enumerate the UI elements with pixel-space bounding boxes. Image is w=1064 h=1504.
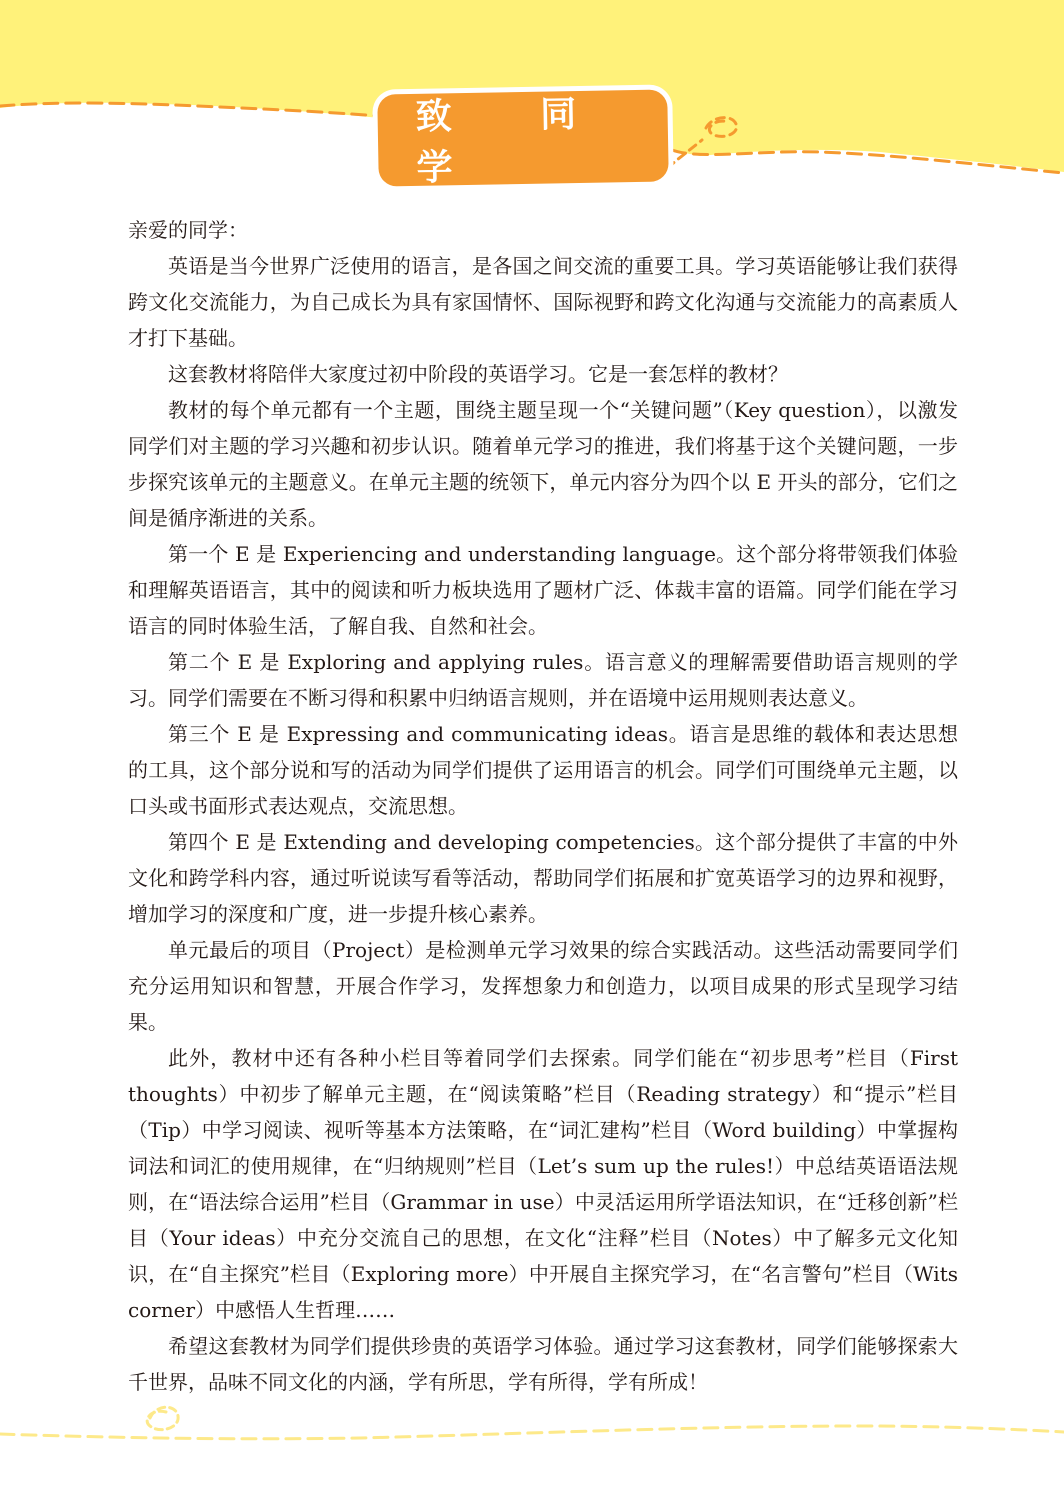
bottom-squiggle-loop — [147, 1407, 178, 1429]
title-badge — [377, 89, 669, 189]
paragraph: 第三个 E 是 Expressing and communicating ideas。语言是思维的载体和表达思想的工具，这个部分说和写的活动为同学们提供了运用语言的机会。同学们可围绕单元主题，以口头或书面形式表达观点，交流思想。 — [128, 722, 958, 818]
paragraph: 教材的每个单元都有一个主题，围绕主题呈现一个“关键问题”（Key question），以激发同学们对主题的学习兴趣和初步认识。随着单元学习的推进，我们将基于这个关键问题，一步步探究该单元的主题意义。在单元主题的统领下，单元内容分为四个以 E 开头的部分，它们之间是循序渐进的关系。 — [128, 398, 958, 530]
paragraph: 第四个 E 是 Extending and developing competencies。这个部分提供了丰富的中外文化和跨学科内容，通过听说读写看等活动，帮助同学们拓展和扩宽英语学习的边界和视野，增加学习的深度和广度，进一步提升核心素养。 — [128, 830, 958, 926]
bottom-dashed-line — [0, 1426, 1064, 1439]
bottom-decoration — [0, 1396, 1064, 1456]
paragraph: 第二个 E 是 Exploring and applying rules。语言意义的理解需要借助语言规则的学习。同学们需要在不断习得和积累中归纳语言规则，并在语境中运用规则表达意义。 — [128, 650, 958, 710]
paragraph: 英语是当今世界广泛使用的语言，是各国之间交流的重要工具。学习英语能够让我们获得跨文化交流能力，为自己成长为具有家国情怀、国际视野和跨文化沟通与交流能力的高素质人才打下基础。 — [128, 254, 958, 350]
paragraph: 单元最后的项目（Project）是检测单元学习效果的综合实践活动。这些活动需要同学们充分运用知识和智慧，开展合作学习，发挥想象力和创造力，以项目成果的形式呈现学习结果。 — [128, 938, 958, 1034]
letter-body — [128, 212, 958, 1400]
paragraph: 此外，教材中还有各种小栏目等着同学们去探索。同学们能在“初步思考”栏目（First thoughts）中初步了解单元主题，在“阅读策略”栏目（Reading strategy）和“提示”栏目（Tip）中学习阅读、视听等基本方法策略，在“词汇建构”栏目（Word building）中掌握构词法和词汇的使用规律，在“归纳规则”栏目（Let’s sum up the rules!）中总结英语语法规则，在“语法综合运用”栏目（Grammar in use）中灵活运用所学语法知识，在“迁移创新”栏目（Your ideas）中充分交流自己的思想，在文化“注释”栏目（Notes）中了解多元文化知识，在“自主探究”栏目（Exploring more）中开展自主探究学习，在“名言警句”栏目（Wits corner）中感悟人生哲理…… — [128, 1046, 958, 1322]
paragraph: 第一个 E 是 Experiencing and understanding language。这个部分将带领我们体验和理解英语语言，其中的阅读和听力板块选用了题材广泛、体裁丰富的语篇。同学们能在学习语言的同时体验生活，了解自我、自然和社会。 — [128, 542, 958, 638]
paragraph: 这套教材将陪伴大家度过初中阶段的英语学习。它是一套怎样的教材？ — [168, 362, 788, 386]
page-title: 致 同 学 — [415, 93, 615, 189]
paragraph: 希望这套教材为同学们提供珍贵的英语学习体验。通过学习这套教材，同学们能够探索大千世界，品味不同文化的内涵，学有所思，学有所得，学有所成！ — [128, 1334, 958, 1394]
greeting: 亲爱的同学： — [128, 218, 248, 242]
